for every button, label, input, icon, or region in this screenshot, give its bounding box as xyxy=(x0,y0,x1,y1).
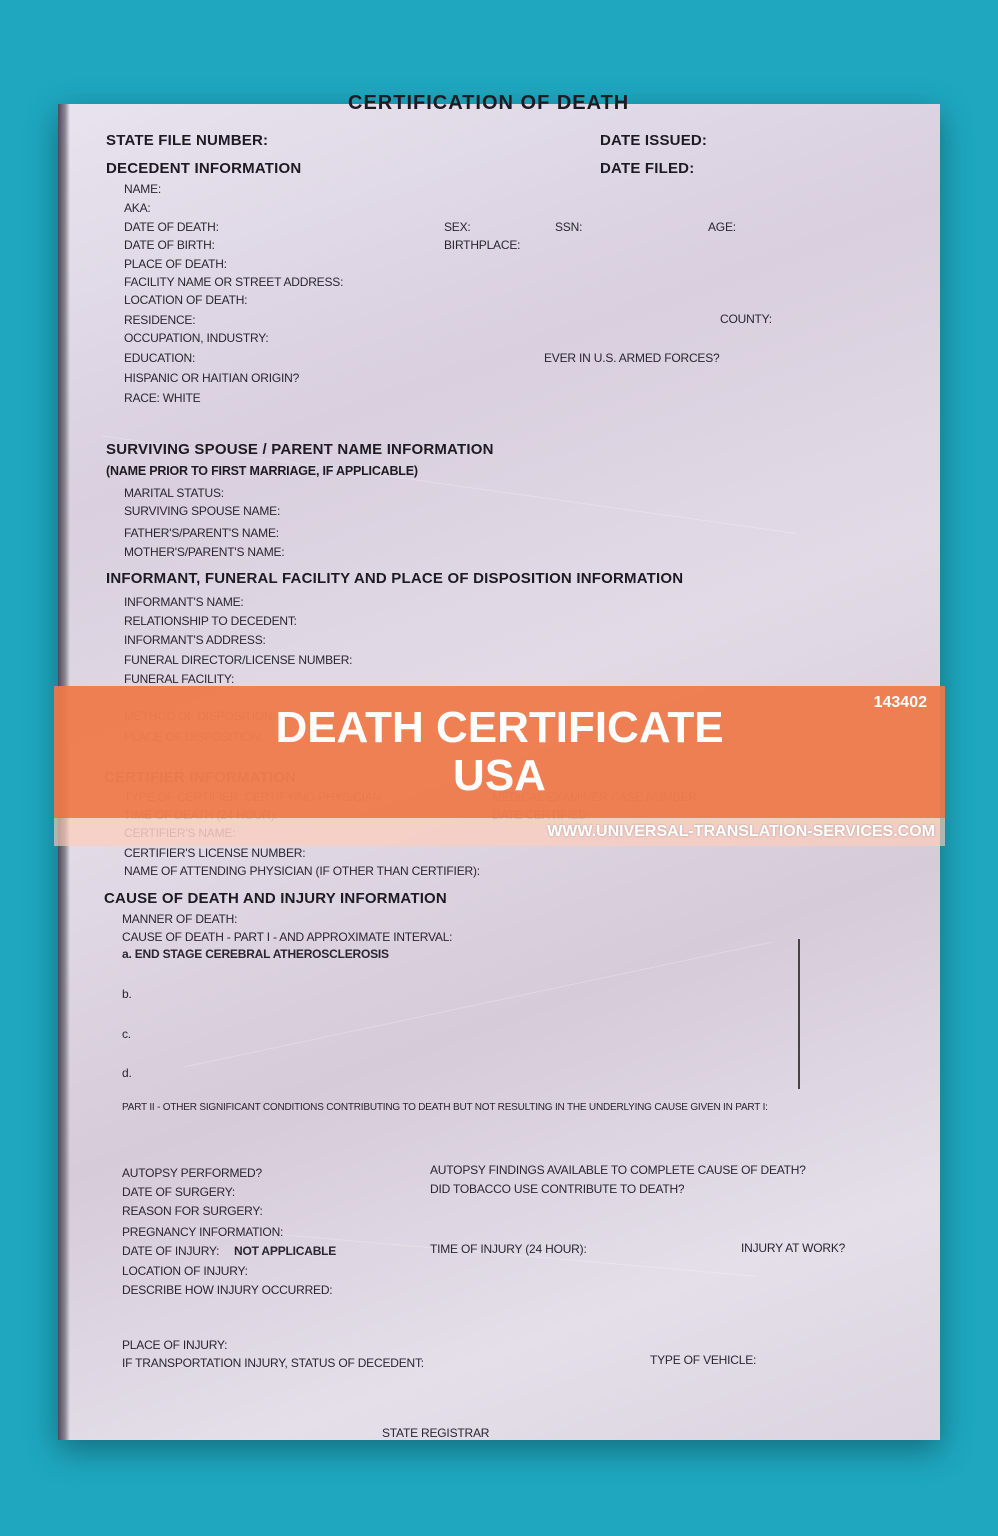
cause-d-label: d. xyxy=(122,1066,132,1080)
funeral-director-label: FUNERAL DIRECTOR/LICENSE NUMBER: xyxy=(124,653,353,667)
spouse-section-subheading: (NAME PRIOR TO FIRST MARRIAGE, IF APPLICABLE) xyxy=(106,464,418,478)
spouse-name-label: SURVIVING SPOUSE NAME: xyxy=(124,504,281,518)
marital-status-label: MARITAL STATUS: xyxy=(124,486,224,500)
spouse-section-heading: SURVIVING SPOUSE / PARENT NAME INFORMATION xyxy=(106,441,494,458)
surgery-date-label: DATE OF SURGERY: xyxy=(122,1185,236,1199)
occupation-label: OCCUPATION, INDUSTRY: xyxy=(124,331,269,345)
informant-address-label: INFORMANT'S ADDRESS: xyxy=(124,633,266,647)
informant-section-heading: INFORMANT, FUNERAL FACILITY AND PLACE OF DISPOSITION INFORMATION xyxy=(106,570,684,587)
banner-title-line2: USA xyxy=(453,751,546,800)
banner-title-line1: DEATH CERTIFICATE xyxy=(275,703,724,752)
interval-divider xyxy=(798,939,800,1089)
mother-name-label: MOTHER'S/PARENT'S NAME: xyxy=(124,545,285,559)
decedent-section-heading: DECEDENT INFORMATION xyxy=(106,160,302,177)
banner-title xyxy=(54,704,945,800)
surgery-reason-label: REASON FOR SURGERY: xyxy=(122,1204,263,1218)
cause-b-label: b. xyxy=(122,987,132,1001)
informant-name-label: INFORMANT'S NAME: xyxy=(124,595,244,609)
residence-label: RESIDENCE: xyxy=(124,313,196,327)
cause-part2-label: PART II - OTHER SIGNIFICANT CONDITIONS CONTRIBUTING TO DEATH BUT NOT RESULTING IN THE UNDERLYING CAUSE GIVEN IN PART I: xyxy=(122,1102,768,1113)
injury-location-label: LOCATION OF INJURY: xyxy=(122,1264,248,1278)
vehicle-type-label: TYPE OF VEHICLE: xyxy=(650,1353,757,1367)
pregnancy-label: PREGNANCY INFORMATION: xyxy=(122,1225,284,1239)
date-of-birth-label: DATE OF BIRTH: xyxy=(124,238,215,252)
county-label: COUNTY: xyxy=(720,312,772,326)
state-registrar-label: STATE REGISTRAR xyxy=(382,1426,490,1440)
injury-date-label: DATE OF INJURY: xyxy=(122,1244,220,1258)
cause-c-label: c. xyxy=(122,1027,131,1041)
ssn-label: SSN: xyxy=(555,220,583,234)
url-strip xyxy=(54,818,945,846)
website-url: WWW.UNIVERSAL-TRANSLATION-SERVICES.COM xyxy=(547,823,935,840)
attending-physician-label: NAME OF ATTENDING PHYSICIAN (IF OTHER THAN CERTIFIER): xyxy=(124,864,480,878)
place-of-death-label: PLACE OF DEATH: xyxy=(124,257,227,271)
location-of-death-label: LOCATION OF DEATH: xyxy=(124,293,248,307)
injury-date-value: NOT APPLICABLE xyxy=(234,1244,337,1258)
date-of-death-label: DATE OF DEATH: xyxy=(124,220,219,234)
document-id: 143402 xyxy=(873,694,927,711)
state-file-number-label: STATE FILE NUMBER: xyxy=(106,132,269,149)
armed-forces-label: EVER IN U.S. ARMED FORCES? xyxy=(544,351,720,365)
cause-a-value: a. END STAGE CEREBRAL ATHEROSCLEROSIS xyxy=(122,947,389,961)
tobacco-label: DID TOBACCO USE CONTRIBUTE TO DEATH? xyxy=(430,1182,685,1196)
document-title: CERTIFICATION OF DEATH xyxy=(348,92,630,114)
injury-time-label: TIME OF INJURY (24 HOUR): xyxy=(430,1242,587,1256)
manner-of-death-label: MANNER OF DEATH: xyxy=(122,912,238,926)
injury-place-label: PLACE OF INJURY: xyxy=(122,1338,228,1352)
date-issued-label: DATE ISSUED: xyxy=(600,132,708,149)
certifier-license-label: CERTIFIER'S LICENSE NUMBER: xyxy=(124,846,306,860)
name-label: NAME: xyxy=(124,182,162,196)
education-label: EDUCATION: xyxy=(124,351,196,365)
cause-section-heading: CAUSE OF DEATH AND INJURY INFORMATION xyxy=(104,890,447,907)
injury-description-label: DESCRIBE HOW INJURY OCCURRED: xyxy=(122,1283,333,1297)
relationship-label: RELATIONSHIP TO DECEDENT: xyxy=(124,614,297,628)
aka-label: AKA: xyxy=(124,201,151,215)
facility-label: FACILITY NAME OR STREET ADDRESS: xyxy=(124,275,344,289)
autopsy-label: AUTOPSY PERFORMED? xyxy=(122,1166,262,1180)
race-label: RACE: WHITE xyxy=(124,391,201,405)
cause-part1-label: CAUSE OF DEATH - PART I - AND APPROXIMATE INTERVAL: xyxy=(122,930,453,944)
hispanic-origin-label: HISPANIC OR HAITIAN ORIGIN? xyxy=(124,371,300,385)
injury-at-work-label: INJURY AT WORK? xyxy=(741,1241,846,1255)
age-label: AGE: xyxy=(708,220,736,234)
transport-status-label: IF TRANSPORTATION INJURY, STATUS OF DECEDENT: xyxy=(122,1356,424,1370)
autopsy-findings-label: AUTOPSY FINDINGS AVAILABLE TO COMPLETE CAUSE OF DEATH? xyxy=(430,1163,806,1177)
sex-label: SEX: xyxy=(444,220,471,234)
birthplace-label: BIRTHPLACE: xyxy=(444,238,521,252)
father-name-label: FATHER'S/PARENT'S NAME: xyxy=(124,526,279,540)
title-banner xyxy=(54,686,945,818)
funeral-facility-label: FUNERAL FACILITY: xyxy=(124,672,235,686)
date-filed-label: DATE FILED: xyxy=(600,160,695,177)
